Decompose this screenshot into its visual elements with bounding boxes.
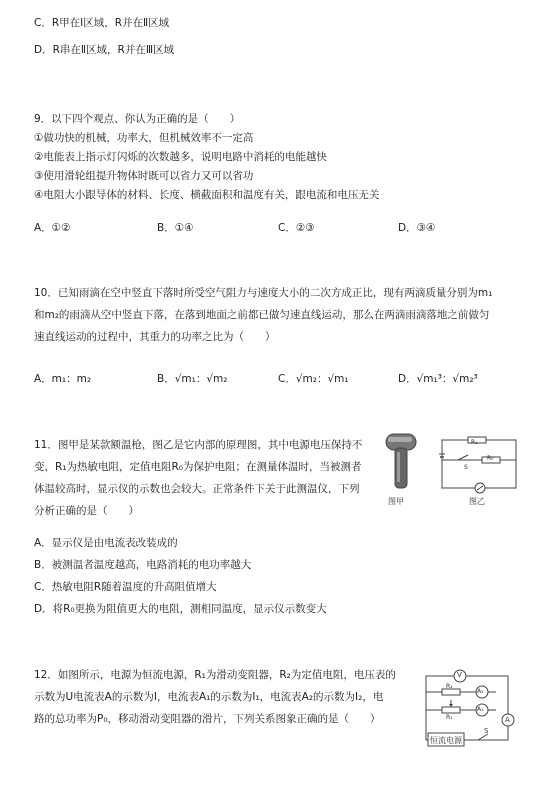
q11-line-3: 体温较高时，显示仪的示数也会较大。正常条件下关于此测温仪，下列 [34,483,360,495]
q10-option-a: A．m₁：m₂ [34,373,92,385]
q9-option-a: A．①② [34,222,71,234]
q9-option-b: B．①④ [157,222,194,234]
circuit12-r2-label: R₂ [446,683,453,690]
q11-line-2: 变，R₁为热敏电阻，定值电阻R₀为保护电阻；在测量体温时，当被测者 [34,461,362,473]
temperature-circuit-diagram [436,432,522,494]
circuit12-ammeter-a2-label: A₂ [477,688,484,695]
q8-option-d: D．R串在Ⅱ区域，R并在Ⅲ区域 [34,44,175,56]
q9-statement-4: ④电阻大小跟导体的材料、长度、横截面积和温度有关，跟电流和电压无关 [34,189,380,201]
q10-line-2: 和m₂的雨滴从空中竖直下落，在落到地面之前都已做匀速直线运动，那么在两滴雨滴落地之前做匀 [34,309,490,321]
thermometer-gun-figure [382,430,422,494]
q8-option-c: C．R甲在Ⅰ区域，R并在Ⅱ区域 [34,17,170,29]
q11-option-d: D．将R₀更换为阻值更大的电阻，测相同温度，显示仪示数变大 [34,603,327,615]
q9-statement-1: ①做功快的机械，功率大，但机械效率不一定高 [34,132,254,144]
q11-option-c: C．热敏电阻R随着温度的升高阻值增大 [34,581,217,593]
q11-line-1: 11．图甲是某款额温枪，图乙是它内部的原理图，其中电源电压保持不 [34,439,363,451]
circuit12-r1-label: R₁ [446,714,453,721]
circuit12-switch-label: S [484,727,489,735]
q10-line-1: 10．已知雨滴在空中竖直下落时所受空气阻力与速度大小的二次方成正比，现有两滴质量分别为m₁ [34,287,493,299]
q10-line-3: 速直线运动的过程中，其重力的功率之比为（ ） [34,331,276,343]
q10-option-b: B．√m₁：√m₂ [157,373,228,385]
q10-option-d: D．√m₁³：√m₂³ [398,373,478,385]
q9-option-c: C．②③ [278,222,315,234]
circuit12-voltmeter-label: V [457,671,462,679]
figure-a-caption: 图甲 [388,497,404,506]
circuit-r1-label: R₁ [471,439,478,446]
q11-line-4: 分析正确的是（ ） [34,505,139,517]
q9-option-d: D．③④ [398,222,436,234]
circuit-r0-label: R₀ [487,455,494,462]
q11-option-b: B．被测温者温度越高，电路消耗的电功率越大 [34,559,252,571]
q9-statement-3: ③使用滑轮组提升物体时既可以省力又可以省功 [34,170,254,182]
q12-line-2: 示数为U电流表A的示数为I，电流表A₁的示数为I₁，电流表A₂的示数为I₂，电 [34,691,384,703]
circuit12-ammeter-a-label: A [505,716,510,724]
circuit12-ammeter-a1-label: A₁ [477,706,484,713]
q10-option-c: C．√m₂：√m₁ [278,373,349,385]
q9-statement-2: ②电能表上指示灯闪烁的次数越多，说明电路中消耗的电能越快 [34,151,327,163]
circuit-switch-label: S [464,464,468,471]
figure-b-caption: 图乙 [469,497,485,506]
q9-stem: 9．以下四个观点、你认为正确的是（ ） [34,113,241,125]
q12-line-3: 路的总功率为P₀，移动滑动变阻器的滑片，下列关系图象正确的是（ ） [34,713,381,725]
q12-line-1: 12．如图所示，电源为恒流电源，R₁为滑动变阻器，R₂为定值电阻，电压表的 [34,669,396,681]
constant-current-source-label: 恒流电源 [430,736,462,745]
q11-option-a: A．显示仪是由电流表改装成的 [34,537,178,549]
